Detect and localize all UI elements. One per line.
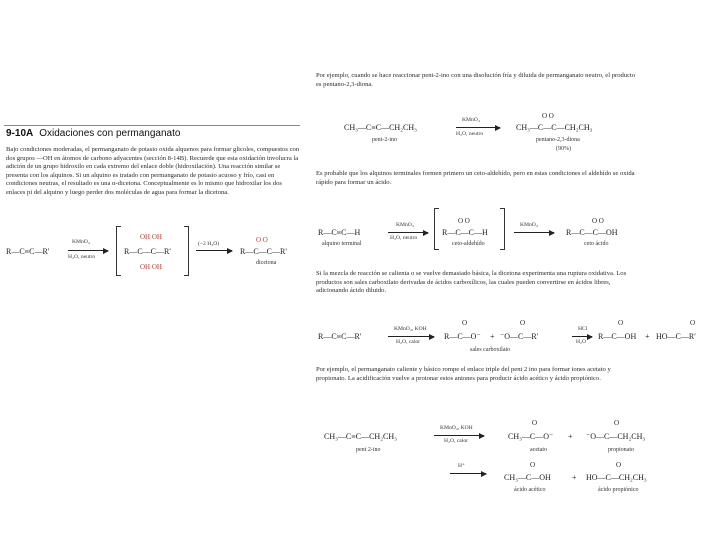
rx3-final2-top: O [690,319,696,327]
rx4-prod1-label: acetato [530,447,547,453]
rx1-reagent-top: KMnO₄ [462,117,480,123]
rx4-final1: CH₃—C—OH [504,473,551,482]
rx4-plus-2: + [572,473,577,482]
rx3-reagent-bottom: H₂O, calor [396,339,421,345]
rx2-arrow-1 [388,232,428,233]
left-reagent-top: KMnO₄ [72,239,90,245]
rx3-final2: HO—C—R' [656,332,696,341]
left-bracket-open [116,226,121,276]
rx1-product-label: pentano-2,3-diona [536,137,580,143]
rx3-prod1: R—C—O⁻ [444,332,481,341]
rx3-prod2-top: O [520,319,526,327]
rx4-reagent-top: KMnO₄, KOH [440,425,473,431]
rx1-reactant-label: pent-2-ino [372,137,397,143]
rx3-plus-2: + [645,332,650,341]
rx4-reagent-bottom: H₂O, calor [444,438,469,444]
rx1-yield: (90%) [556,146,571,152]
section-heading [6,128,180,139]
left-inter-bottom: OH OH [140,263,162,271]
rx4-final2-top: O [616,461,622,469]
rx3-acid-top: HCl [578,326,588,332]
rx2-inter-top: O O [458,217,470,225]
rx3-final1: R—C—OH [598,332,637,341]
rx3-reagent-top: KMnO₄, KOH [394,326,427,332]
rx4-final2-label: ácido propiónico [598,487,639,493]
rx2-product-top: O O [592,217,604,225]
rx4-reactant-label: pent 2-ino [356,447,381,453]
rx2-arrow-2 [514,232,554,233]
rx4-prod2-top: O [614,419,620,427]
rx2-product: R—C—C—OH [566,228,618,237]
rx3-prod2: ⁻O—C—R' [500,332,539,341]
rx2-bracket-open [434,208,439,250]
right-intro-1: Por ejemplo, cuando se hace reaccionar pent-2-ino con una disolución fría y diluida de permanganato neutro, el producto es pentano-2,3-diona. [316,72,636,88]
rx4-arrow-1 [434,435,484,436]
left-reactant: R—C≡C—R' [6,247,50,256]
rx2-inter-label: ceto-aldehído [452,241,485,247]
left-arrow-1 [68,250,108,251]
left-product: R—C—C—R' [240,247,287,256]
rx2-reagent-2: KMnO₄ [520,222,538,228]
left-inter-mid: R—C—C—R' [124,247,171,256]
section-number: 9-10A [6,128,34,139]
rx4-final2: HO—C—CH₂CH₃ [586,473,647,482]
rx2-reagent-top: KMnO₄ [396,222,414,228]
rx4-prod2-label: propionato [608,447,634,453]
right-intro-2: Es probable que los alquinos terminales formen primero un ceto-aldehído, pero en estas condiciones el aldehído se oxida rápido para formar un ácido. [316,170,635,186]
rx2-inter: R—C—C—H [442,228,488,237]
rx4-prod1-top: O [532,419,538,427]
rx1-product-top: O O [542,112,554,120]
rx3-reactant: R—C≡C—R' [318,332,362,341]
rx2-reactant: R—C≡C—H [318,228,361,237]
rx3-arrow-2 [572,336,592,337]
rx4-final1-label: ácido acético [514,487,546,493]
section-rule [4,125,300,126]
rx1-reagent-bottom: H₂O, neutro [456,131,484,137]
left-product-label: dicetona [256,260,277,266]
left-bracket-close [184,226,189,276]
rx3-prod1-top: O [462,319,468,327]
right-intro-3: Si la mezcla de reacción se calienta o se vuelve demasiado básica, la dicetona experimenta una ruptura oxidativa. Los productos son sales carboxilato derivadas de ácidos carboxílicos, las cuales pueden convertirse en ácidos libres, adicionando ácido diluido. [316,270,627,295]
rx3-acid-bottom: H₂O [576,339,587,345]
section-title: Oxidaciones con permanganato [39,128,181,139]
rx3-final1-top: O [618,319,624,327]
rx1-arrow [456,127,500,128]
rx3-salts-label: sales carboxilato [470,347,511,353]
rx2-reactant-label: alquino terminal [322,241,362,247]
rx4-reactant: CH₃—C≡C—CH₂CH₃ [324,432,397,441]
rx4-prod2: ⁻O—C—CH₂CH₃ [586,432,646,441]
rx4-prod1: CH₃—C—O⁻ [508,432,554,441]
left-reagent-bottom: H₂O, neutro [68,254,96,260]
rx2-product-label: ceto ácido [584,241,609,247]
left-arrow-2 [196,250,232,251]
left-product-top: O O [256,236,268,244]
rx2-reagent-bottom: H₂O, neutro [390,235,418,241]
rx4-plus-1: + [568,432,573,441]
rx2-bracket-close [500,208,505,250]
left-inter-top: OH OH [140,233,162,241]
section-paragraph: Bajo condiciones moderadas, el permanganato de potasio oxida alquenos para formar glicoles, compuestos con dos grupos —OH en átomos de carbono adyacentes (sección 8-14B). Recuerde que esta oxidación involucra la adición de un grupo hidroxilo en cada extremo del enlace doble (hidroxilación). Una reacción similar se presenta con los alquinos. Si un alquino es tratado con permanganato de potasio acuoso y frío, casi en condiciones neutras, el resultado es una α-dicetona. Conceptualmente es lo mismo que hidroxilar los dos enlaces pi del alquino y luego perder dos moléculas de agua para formar la dicetona. [6,146,300,196]
rx4-acid: H⁺ [458,463,465,469]
rx1-product: CH₃—C—C—CH₂CH₃ [516,123,593,132]
rx4-final1-top: O [530,461,536,469]
rx4-arrow-2 [450,473,486,474]
rx1-reactant: CH₃—C≡C—CH₂CH₃ [344,123,417,132]
left-step2: (−2 H₂O) [198,241,220,247]
right-intro-4: Por ejemplo, el permanganato caliente y básico rompe el enlace triple del pent 2 ino para formar iones acetato y propionato. La acidificación vuelve a protonar estos aniones para producir ácido acético y ácido propiónico. [316,366,611,382]
rx3-plus-1: + [490,332,495,341]
rx3-arrow-1 [388,336,434,337]
